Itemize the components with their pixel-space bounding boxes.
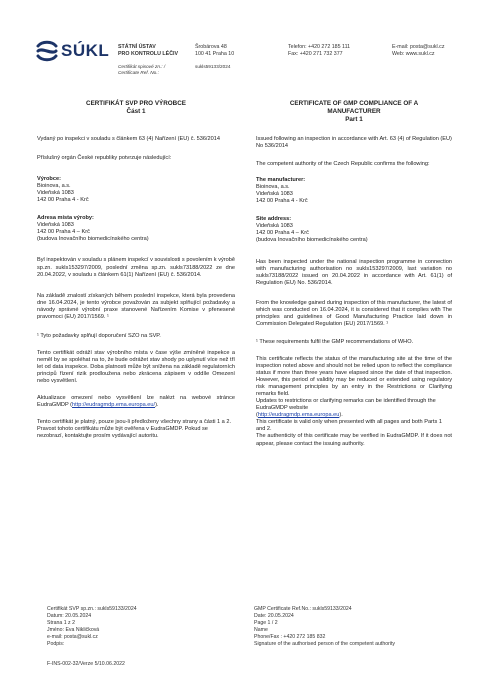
footer-czech: Certifikát SVP sp.zn.: sukls59133/2024 Datum: 20.05.2024 Strana 1 z 2 Jméno: Eva Nikličková e-mail: posta@sukl.cz Podpis: [47,606,137,647]
cz-title: CERTIFIKÁT SVP PRO VÝROBCE Část 1 [86,100,186,115]
form-code: F-INS-002-32/Verze 5/10.06.2022 [47,661,125,667]
en-footnote: ¹ These requirements fulfil the GMP recommendations of WHO. [256,338,414,345]
en-updates: Updates to restrictions or clarifying remarks can be identified through the EudraGMDP website (http://eudragmdp.ema.europa.eu). [256,398,436,419]
cz-authenticity: Pravost tohoto certifikátu může být ověřena v EudraGMDP. Pokud se nezobrazí, kontaktujte prosím vydávající autoritu. [37,426,208,440]
footer-english: GMP Certificate Ref.No.: sukls59133/2024 Date: 20.05.2024 Page 1 / 2 Name Phone/Fax : +420 272 185 832 Signature of the authorised person of the competent authority [254,606,396,647]
english-column [256,100,452,455]
cz-compliance: Na základě znalostí získaných během poslední inspekce, která byla provedena dne 16.04.2024, je tento výrobce považován za subjekt splňující požadavky a návody správné výrobní praxe stanovené Nařízením Komise v přenesené pravomoci (EU) 2017/1569. ¹ [37,292,235,320]
org-contacts: E-mail: posta@sukl.cz Web: www.sukl.cz [392,44,445,57]
cz-footnote: ¹ Tyto požadavky splňují doporučení SZO na SVP. [37,332,161,339]
cz-valid-pages: Tento certifikát je platný, pouze jsou-li předloženy všechny strany a části 1 a 2. [37,419,232,426]
cz-manufacturer: Výrobce: Bioinova, a.s. Videňská 1083 142 00 Praha 4 - Krč [37,176,89,204]
logo-text: SÚKL [61,41,110,60]
en-site-address: Site address: Videňská 1083 142 00 Praha 4 – Krč (budova Inovačního biomedicínského centra) [256,216,368,244]
en-title: CERTIFICATE OF GMP COMPLIANCE OF A MANUFACTURER Part 1 [289,100,419,123]
org-phone: Telefon: +420 272 185 111 Fax: +420 271 732 377 [288,44,351,57]
en-inspection: Has been inspected under the national inspection programme in connection with manufacturing authorisation no sukls153297/2009, last variation no sukls73188/2022 issued on 20.04.2022 in accordance with Art. 61(1) of Regulation (EU) No. 536/2014. [256,258,452,286]
en-issued: Issued following an inspection in accordance with Art. 63 (4) of Regulation (EU) No 536/2014 [256,136,452,150]
cz-authority: Příslušný orgán České republiky potvrzuje následující: [37,155,172,162]
en-manufacturer: The manufacturer: Bioinova, a.s. Videňská 1083 142 00 Praha 4 - Krč [256,177,308,205]
cz-eudragmdp-link[interactable]: http://eudragmdp.ema.europa.eu/ [72,402,156,409]
czech-column [37,100,235,447]
en-eudragmdp-link[interactable]: http://eudragmdp.ema.europa.eu [257,412,340,419]
en-authenticity: The authenticity of this certificate may be verified in EudraGMDP. If it does not appear, please contact the issuing authority. [256,433,452,447]
certificate-ref: Certifikát spisové zn.: / Certificate Ref. No.: [118,64,166,75]
en-compliance: From the knowledge gained during inspection of this manufacturer, the latest of which was conducted on 16.04.2024, it is considered that it complies with The principles and guidelines of Good Manufacturing Practice laid down in Commission Delegated Regulation (EU) 2017/1569. ¹ [256,299,452,327]
en-authority: The competent authority of the Czech Republic confirms the following: [256,161,430,168]
sukl-emblem-icon [35,40,59,62]
org-name: STÁTNÍ ÚSTAV PRO KONTROLU LÉČIV [118,44,179,57]
org-address: Šrobárova 48 100 41 Praha 10 [195,44,235,57]
sukl-logo [35,40,115,64]
cz-inspection: Byl inspektován v souladu s plánem inspekcí v souvislosti s povolením k výrobě sp.zn. sukls153297/2009, poslední změna sp.zn. sukls73188/2022 ze dne 20.04.2022, v souladu s článkem 61(1) Nařízení (EU) č. 536/2014. [37,257,235,278]
cz-validity: Tento certifikát odráží stav výrobního místa v čase výše zmíněné inspekce a neměl by se spoléhat na to, že bude odrážet stav shody po uplynutí více než tří let od data inspekce. Doba platnosti může být snížena na základě regulatorních principů řízení rizik prodloužena nebo zkrácena zápisem v oddíle Omezení nebo vysvětlení. [37,349,235,385]
cz-site-address: Adresa místa výroby: Videňská 1083 142 00 Praha 4 – Krč (budova Inovačního biomedicínského centra) [37,215,149,243]
cz-updates: Aktualizace omezení nebo vysvětlení lze nalézt na webové stránce EudraGMDP (http://eudragmdp.ema.europa.eu/). [37,395,235,409]
certificate-ref-value: sukls59133/2024 [195,64,231,69]
en-valid-pages: This certificate is valid only when presented with all pages and both Parts 1 and 2. [256,419,442,433]
cz-issued: Vydaný po inspekci v souladu s článkem 63 (4) Nařízení (EU) č. 536/2014 [37,136,220,142]
en-validity: This certificate reflects the status of the manufacturing site at the time of the inspection noted above and should not be relied upon to reflect the compliance status if more than three years have elapsed since the date of that inspection. However, this period of validity may be reduced or extended using regulatory risk management principles by an entry in the Restrictions or Clarifying remarks field. [256,355,452,398]
